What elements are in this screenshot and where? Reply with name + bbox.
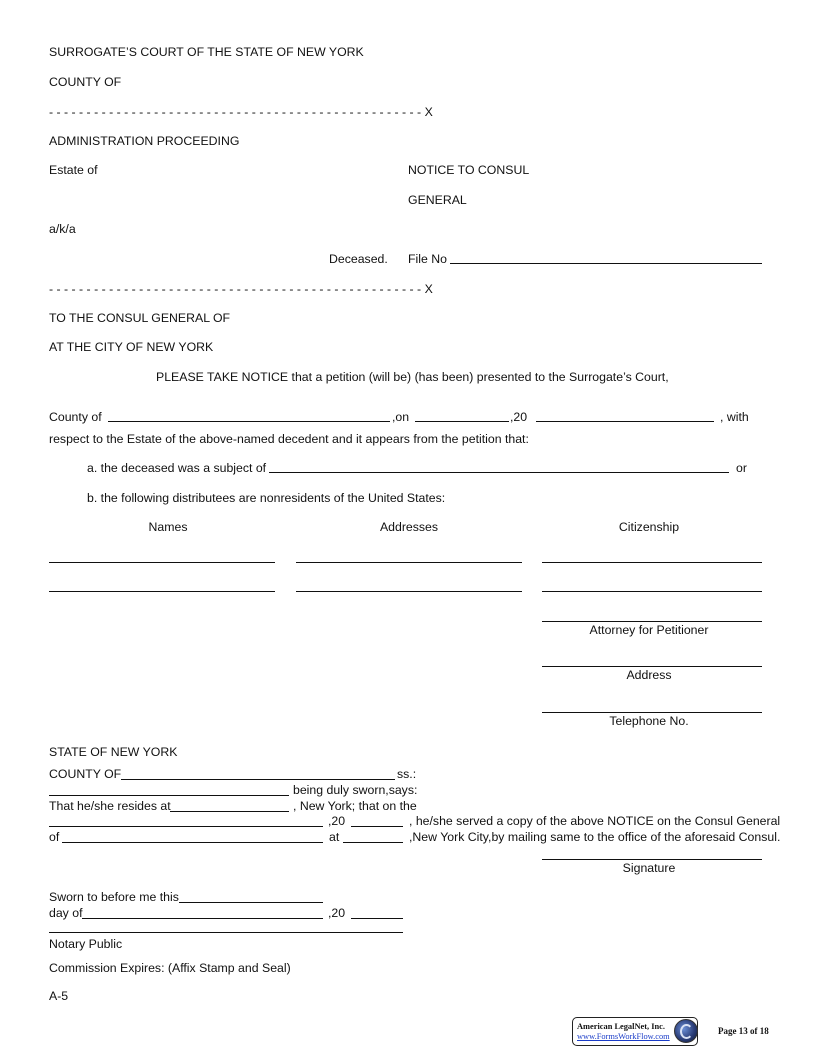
with-label: , with xyxy=(720,410,749,424)
notice-paragraph: PLEASE TAKE NOTICE that a petition (will be) (has been) presented to the Surrogate’s Court, xyxy=(156,370,669,384)
citizenship-field-2[interactable] xyxy=(542,591,762,592)
respect-line: respect to the Estate of the above-named decedent and it appears from the petition that: xyxy=(49,432,529,446)
ss-label: ss.: xyxy=(397,767,417,781)
form-id: A-5 xyxy=(49,989,69,1003)
citizenship-field-1[interactable] xyxy=(542,562,762,563)
file-no-field[interactable] xyxy=(450,263,762,264)
service-year-prefix: ,20 xyxy=(328,814,346,828)
deponent-name-field[interactable] xyxy=(49,795,289,796)
resides-at-label: That he/she resides at xyxy=(49,799,171,813)
publisher-logo xyxy=(572,1017,698,1046)
address-field-1[interactable] xyxy=(296,562,522,563)
item-b-label: b. the following distributees are nonresidents of the United States: xyxy=(87,491,446,505)
name-field-1[interactable] xyxy=(49,562,275,563)
affidavit-county-field[interactable] xyxy=(121,779,395,780)
attorney-label: Attorney for Petitioner xyxy=(589,623,709,637)
notice-title-line1: NOTICE TO CONSUL xyxy=(408,163,530,177)
year-field[interactable] xyxy=(536,421,714,422)
publisher-name: American LegalNet, Inc. xyxy=(577,1022,665,1031)
telephone-field[interactable] xyxy=(542,712,762,713)
affidavit-state: STATE OF NEW YORK xyxy=(49,745,178,759)
consul-country-field[interactable] xyxy=(62,842,323,843)
of-label: of xyxy=(49,830,60,844)
city-line: AT THE CITY OF NEW YORK xyxy=(49,340,214,354)
sworn-year-prefix: ,20 xyxy=(328,906,346,920)
attorney-address-field[interactable] xyxy=(542,666,762,667)
court-title: SURROGATE’S COURT OF THE STATE OF NEW YORK xyxy=(49,45,364,59)
estate-of-label: Estate of xyxy=(49,163,98,177)
subject-of-field[interactable] xyxy=(269,472,729,473)
column-header-names: Names xyxy=(148,520,188,534)
notice-title-line2: GENERAL xyxy=(408,193,467,207)
notary-signature-field[interactable] xyxy=(49,932,403,933)
day-of-label: day of xyxy=(49,906,83,920)
proceeding-type: ADMINISTRATION PROCEEDING xyxy=(49,134,240,148)
publisher-link[interactable]: www.FormsWorkFlow.com xyxy=(577,1032,670,1041)
affidavit-county-label: COUNTY OF xyxy=(49,767,122,781)
page-number: Page 13 of 18 xyxy=(718,1026,769,1036)
year-prefix: ,20 xyxy=(510,410,528,424)
consul-address-field[interactable] xyxy=(343,842,403,843)
to-consul-line: TO THE CONSUL GENERAL OF xyxy=(49,311,231,325)
deponent-signature-field[interactable] xyxy=(542,859,762,860)
or-label: or xyxy=(736,461,747,475)
telephone-label: Telephone No. xyxy=(609,714,689,728)
file-no-label: File No xyxy=(408,252,447,266)
mailing-label: ,New York City,by mailing same to the office of the aforesaid Consul. xyxy=(409,830,781,844)
date-field[interactable] xyxy=(415,421,509,422)
county-field[interactable] xyxy=(108,421,390,422)
item-a-label: a. the deceased was a subject of xyxy=(87,461,267,475)
sworn-before-label: Sworn to before me this xyxy=(49,890,179,904)
name-field-2[interactable] xyxy=(49,591,275,592)
county-label: COUNTY OF xyxy=(49,75,122,89)
address-field-2[interactable] xyxy=(296,591,522,592)
at-label: at xyxy=(329,830,340,844)
address-label: Address xyxy=(626,668,672,682)
on-label: ,on xyxy=(392,410,410,424)
caption-divider-top: - - - - - - - - - - - - - - - - - - - - - - - - - - - - - - - - - - - - - - - - - - - - - - - - - - X xyxy=(49,105,433,119)
sworn-month-field[interactable] xyxy=(82,918,323,919)
aka-label: a/k/a xyxy=(49,222,76,236)
county-of-label: County of xyxy=(49,410,102,424)
new-york-label: , New York; that on the xyxy=(293,799,417,813)
deceased-label: Deceased. xyxy=(329,252,388,266)
sworn-says-label: being duly sworn,says: xyxy=(293,783,418,797)
caption-divider-bottom: - - - - - - - - - - - - - - - - - - - - - - - - - - - - - - - - - - - - - - - - - - - - - - - - - - X xyxy=(49,282,433,296)
sworn-day-field[interactable] xyxy=(179,902,323,903)
attorney-signature-field[interactable] xyxy=(542,621,762,622)
served-copy-label: , he/she served a copy of the above NOTICE on the Consul General xyxy=(409,814,781,828)
sworn-year-field[interactable] xyxy=(351,918,403,919)
globe-icon xyxy=(674,1019,698,1043)
commission-label: Commission Expires: (Affix Stamp and Seal) xyxy=(49,961,291,975)
service-year-field[interactable] xyxy=(351,826,403,827)
signature-label: Signature xyxy=(622,861,676,875)
column-header-addresses: Addresses xyxy=(379,520,439,534)
column-header-citizenship: Citizenship xyxy=(618,520,680,534)
residence-field[interactable] xyxy=(170,811,289,812)
service-date-field[interactable] xyxy=(49,826,323,827)
notary-label: Notary Public xyxy=(49,937,123,951)
